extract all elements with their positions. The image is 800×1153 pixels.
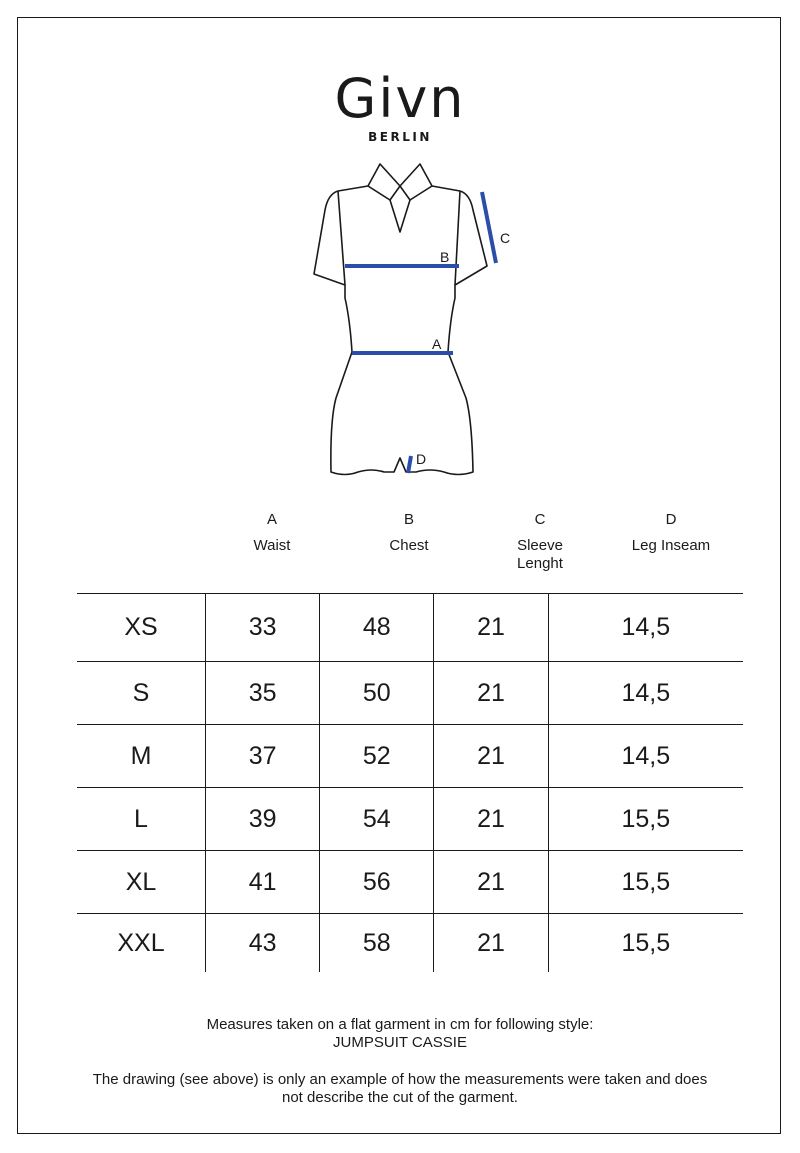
column-header-sleeve [475, 511, 605, 573]
column-letter: A [266, 511, 277, 528]
brand-subtitle: BERLIN [368, 130, 432, 144]
value-cell: 52 [320, 725, 434, 788]
size-table [77, 593, 743, 972]
size-cell: XS [77, 594, 206, 662]
column-letter: C [534, 511, 546, 528]
column-name: Leg Inseam [631, 537, 711, 554]
value-cell: 15,5 [548, 851, 743, 914]
value-cell: 15,5 [548, 914, 743, 973]
collar-right [400, 164, 432, 200]
collar-left [368, 164, 400, 200]
table-row [77, 725, 743, 788]
column-letter: B [403, 511, 414, 528]
note-disclaimer-1: The drawing (see above) is only an example of how the measurements were taken and does [92, 1071, 708, 1088]
value-cell: 21 [434, 851, 548, 914]
garment-drawing [300, 158, 530, 488]
value-cell: 21 [434, 914, 548, 973]
note-disclaimer-2: not describe the cut of the garment. [282, 1089, 518, 1106]
placket [390, 200, 410, 232]
label-c: C [500, 230, 511, 246]
size-cell: XXL [117, 928, 165, 957]
value-cell: 50 [320, 662, 434, 725]
value-cell: 41 [206, 851, 320, 914]
column-name: Waist [253, 537, 291, 554]
label-d: D [416, 451, 427, 467]
table-row [77, 851, 743, 914]
value-cell: 56 [320, 851, 434, 914]
note-measures: Measures taken on a flat garment in cm for following style: [206, 1016, 594, 1033]
column-header-waist [207, 511, 337, 555]
note-style-name: JUMPSUIT CASSIE [333, 1034, 467, 1051]
sleeve-right-seam [455, 191, 460, 285]
brand-logo: Givn [334, 67, 466, 130]
label-a: A [432, 336, 442, 352]
value-cell: 37 [206, 725, 320, 788]
label-b: B [440, 249, 450, 265]
value-cell: 54 [320, 788, 434, 851]
table-row [77, 594, 743, 662]
value-cell: 14,5 [548, 725, 743, 788]
column-name: Sleeve Lenght [517, 537, 563, 572]
value-cell: 39 [206, 788, 320, 851]
value-cell: 15,5 [548, 788, 743, 851]
value-cell: 35 [206, 662, 320, 725]
size-cell: S [77, 662, 206, 725]
value-cell: 14,5 [548, 662, 743, 725]
table-row [77, 914, 743, 973]
size-cell: XL [77, 851, 206, 914]
value-cell: 33 [206, 594, 320, 662]
table-row [77, 662, 743, 725]
value-cell: 14,5 [548, 594, 743, 662]
value-cell: 58 [320, 914, 434, 973]
value-cell: 21 [434, 662, 548, 725]
measure-d-line [408, 456, 411, 473]
table-row [77, 788, 743, 851]
column-header-chest [344, 511, 474, 555]
size-cell: L [77, 788, 206, 851]
column-letter: D [665, 511, 677, 528]
value-cell: 43 [206, 914, 320, 973]
column-header-inseam [606, 511, 736, 555]
value-cell: 21 [434, 594, 548, 662]
value-cell: 21 [434, 725, 548, 788]
value-cell: 48 [320, 594, 434, 662]
value-cell: 21 [434, 788, 548, 851]
column-name: Chest [389, 537, 429, 554]
size-cell: M [77, 725, 206, 788]
sleeve-left-seam [338, 191, 345, 285]
